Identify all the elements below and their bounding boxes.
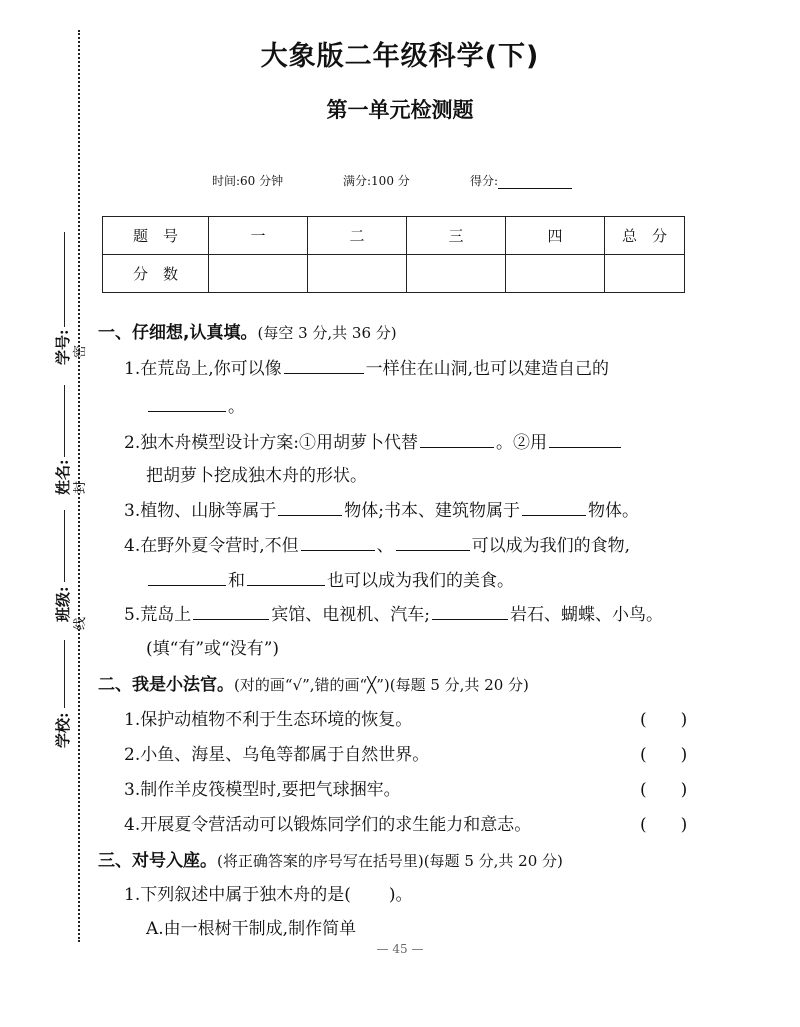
section-title: 一、仔细想,认真填。 (98, 323, 258, 343)
answer-blank[interactable] (420, 429, 494, 448)
score-cell[interactable] (407, 255, 506, 293)
answer-blank[interactable] (396, 532, 470, 551)
table-cell: 四 (506, 217, 605, 255)
question-2-4: 4.开展夏令营活动可以锻炼同学们的求生能力和意志。 (124, 815, 532, 835)
answer-paren[interactable]: ( ) (640, 815, 688, 835)
question-1-4: 4.在野外夏令营时,不但 、 可以成为我们的食物, (124, 531, 630, 556)
question-3-1: 1.下列叙述中属于独木舟的是( )。 (124, 885, 413, 905)
question-1-5: 5.荒岛上 宾馆、电视机、汽车; 岩石、蝴蝶、小鸟。 (124, 600, 663, 625)
page-number: — 45 — (376, 942, 424, 956)
page-title: 大象版二年级科学(下) (260, 41, 540, 72)
answer-paren[interactable]: ( ) (640, 710, 688, 730)
section-note: (对的画“√”,错的画“╳”)(每题 5 分,共 20 分) (234, 676, 529, 694)
question-1-2: 2.独木舟模型设计方案:①用胡萝卜代替 。②用 (124, 428, 623, 453)
question-1-3: 3.植物、山脉等属于 物体;书本、建筑物属于 物体。 (124, 496, 639, 521)
table-cell: 总 分 (605, 217, 685, 255)
class-line[interactable] (64, 510, 65, 582)
table-cell: 三 (407, 217, 506, 255)
answer-blank[interactable] (278, 497, 342, 516)
score-label: 得分: (470, 174, 499, 188)
score-cell[interactable] (605, 255, 685, 293)
cut-mark-seal: 密 (73, 344, 89, 359)
answer-paren[interactable]: ( ) (640, 780, 688, 800)
question-1-1-cont: 。 (146, 392, 245, 417)
score-cell[interactable] (209, 255, 308, 293)
answer-blank[interactable] (432, 601, 508, 620)
question-1-4-cont: 和 也可以成为我们的美食。 (146, 566, 514, 591)
table-cell: 分 数 (103, 255, 209, 293)
answer-blank[interactable] (148, 567, 226, 586)
answer-blank[interactable] (301, 532, 375, 551)
student-id-line[interactable] (64, 232, 65, 327)
question-2-1: 1.保护动植物不利于生态环境的恢复。 (124, 710, 413, 730)
table-cell: 二 (308, 217, 407, 255)
section2-heading (98, 670, 529, 695)
section-note: (每空 3 分,共 36 分) (257, 324, 397, 342)
answer-blank[interactable] (284, 355, 364, 374)
question-2-2: 2.小鱼、海星、乌龟等都属于自然世界。 (124, 745, 430, 765)
score-table-header-row (103, 217, 685, 255)
section-note: (将正确答案的序号写在括号里)(每题 5 分,共 20 分) (217, 852, 563, 870)
section-title: 二、我是小法官。 (98, 675, 234, 695)
answer-blank[interactable] (549, 429, 621, 448)
name-line[interactable] (64, 385, 65, 457)
name-label: 姓名: (54, 459, 72, 495)
score-cell[interactable] (506, 255, 605, 293)
table-cell: 一 (209, 217, 308, 255)
question-1-1: 1.在荒岛上,你可以像 一样住在山洞,也可以建造自己的 (124, 354, 609, 379)
class-label: 班级: (54, 586, 72, 622)
answer-blank[interactable] (193, 601, 269, 620)
section3-heading (98, 846, 563, 871)
answer-paren[interactable]: ( ) (640, 745, 688, 765)
question-1-2-cont: 把胡萝卜挖成独木舟的形状。 (146, 466, 367, 486)
answer-blank[interactable] (148, 393, 226, 412)
score-table-score-row (103, 255, 685, 293)
section-title: 三、对号入座。 (98, 851, 217, 871)
student-id-label: 学号: (54, 329, 72, 365)
cut-mark-envelope: 封 (73, 480, 89, 495)
score-table (102, 216, 685, 293)
option-a: A.由一根树干制成,制作简单 (146, 919, 357, 939)
answer-blank[interactable] (247, 567, 325, 586)
score-cell[interactable] (308, 255, 407, 293)
question-1-5-hint: (填“有”或“没有”) (146, 639, 280, 659)
question-2-3: 3.制作羊皮筏模型时,要把气球捆牢。 (124, 780, 401, 800)
cut-mark-line: 线 (73, 616, 89, 631)
table-cell: 题 号 (103, 217, 209, 255)
score-field (470, 172, 572, 189)
answer-blank[interactable] (522, 497, 586, 516)
school-line[interactable] (64, 640, 65, 708)
exam-time: 时间:60 分钟 (212, 174, 284, 188)
section1-heading (98, 318, 397, 343)
score-blank[interactable] (498, 176, 572, 189)
exam-full-score: 满分:100 分 (343, 174, 410, 188)
page-subtitle: 第一单元检测题 (326, 98, 474, 122)
school-label: 学校: (54, 712, 72, 748)
